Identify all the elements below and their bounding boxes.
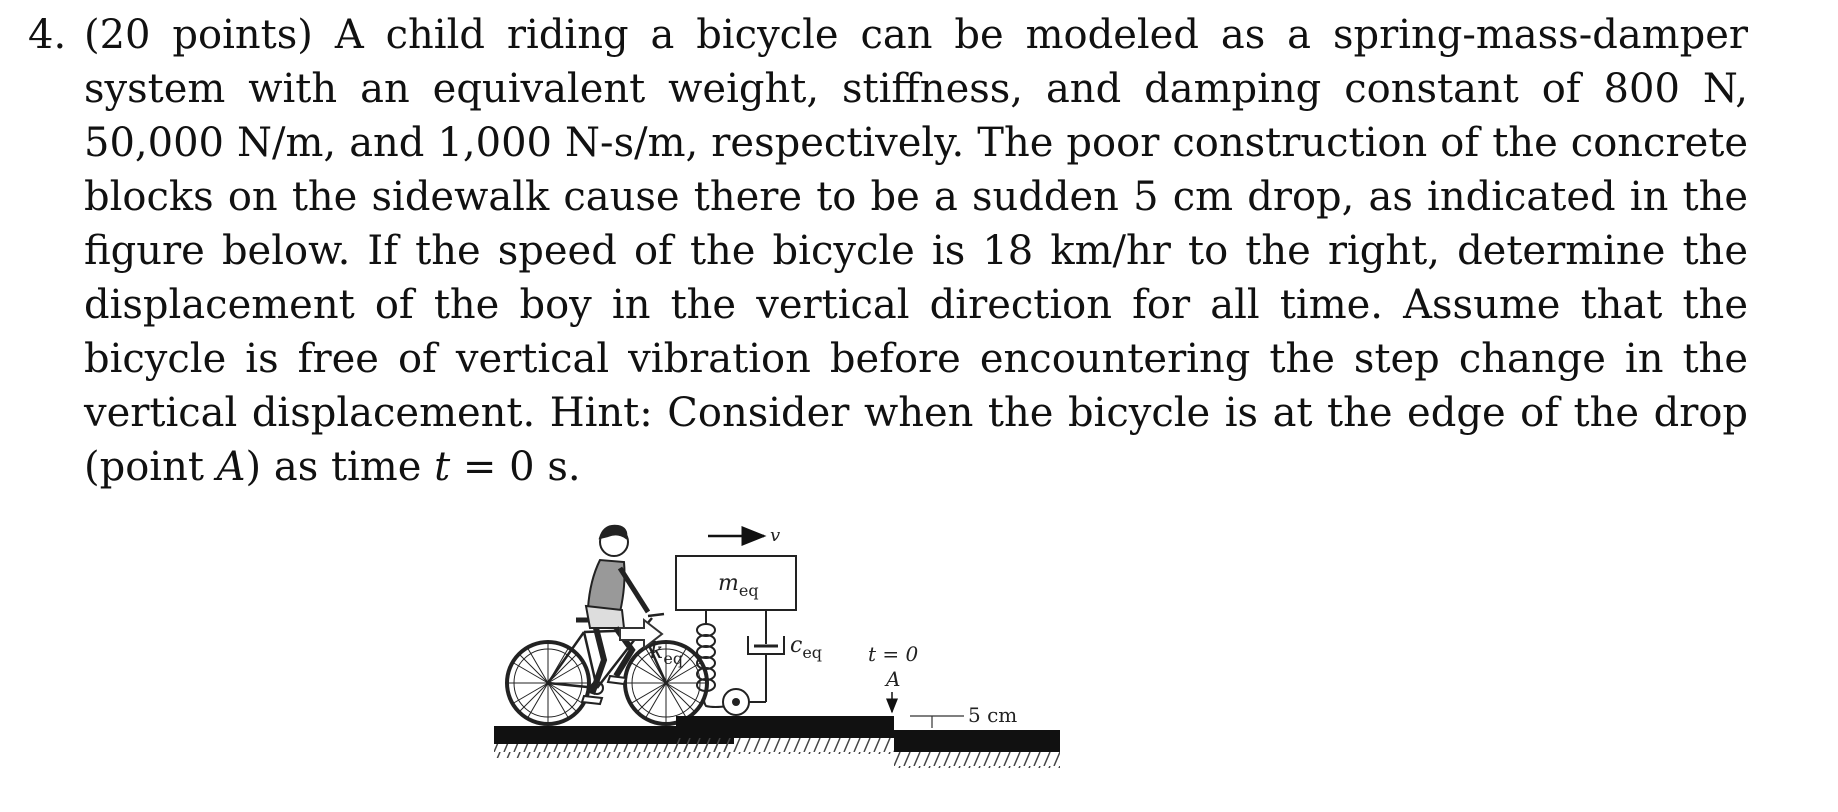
ground-upper-level: [676, 716, 894, 738]
time-variable: t: [434, 444, 451, 490]
mass-label: $m_{eq}$: [718, 571, 759, 600]
ground-hatch-upper: [676, 738, 894, 754]
child-icon: [582, 526, 648, 704]
ground-lower-level: [894, 730, 1060, 752]
problem-number: 4.: [28, 12, 67, 58]
drop-height-label: 5 cm: [968, 703, 1018, 727]
roller-axle: [732, 698, 740, 706]
problem-text-part3: = 0 s.: [450, 444, 581, 490]
spring-label: $k_{eq}$: [650, 639, 684, 668]
damper-label: $c_{eq}$: [790, 633, 823, 662]
point-a-label: A: [886, 667, 901, 691]
problem-points: (20 points): [84, 12, 313, 58]
bicycle-icon: [507, 614, 707, 724]
damper-icon: [738, 610, 784, 702]
spring-icon: [697, 610, 728, 707]
ground-hatch-lower: [894, 752, 1060, 768]
point-variable: A: [216, 444, 246, 490]
figure-svg: [492, 500, 1252, 800]
problem-text-part2: ) as time: [245, 444, 435, 490]
time-zero-label: t = 0: [868, 642, 919, 666]
velocity-label: v: [770, 525, 781, 546]
problem-body: [84, 8, 1748, 494]
bicycle-figure: [492, 500, 1252, 800]
problem-text-part1: A child riding a bicycle can be modeled as a spring-mass-damper system with an equivalent weight, stiffness, and damping constant of 800 N, 50,000 N/m, and 1,000 N-s/m, respectively. The poor construction of the concrete blocks on the sidewalk cause there to be a sudden 5 cm drop, as indicated in the figure below. If the speed of the bicycle is 18 km/hr to the right, determine the displacement of the boy in the vertical direction for all time. Assume that the bicycle is free of vertical vibration before encountering the step change in the vertical displacement. Hint: Consider when the bicycle is at the edge of the drop (point: [84, 12, 1749, 490]
